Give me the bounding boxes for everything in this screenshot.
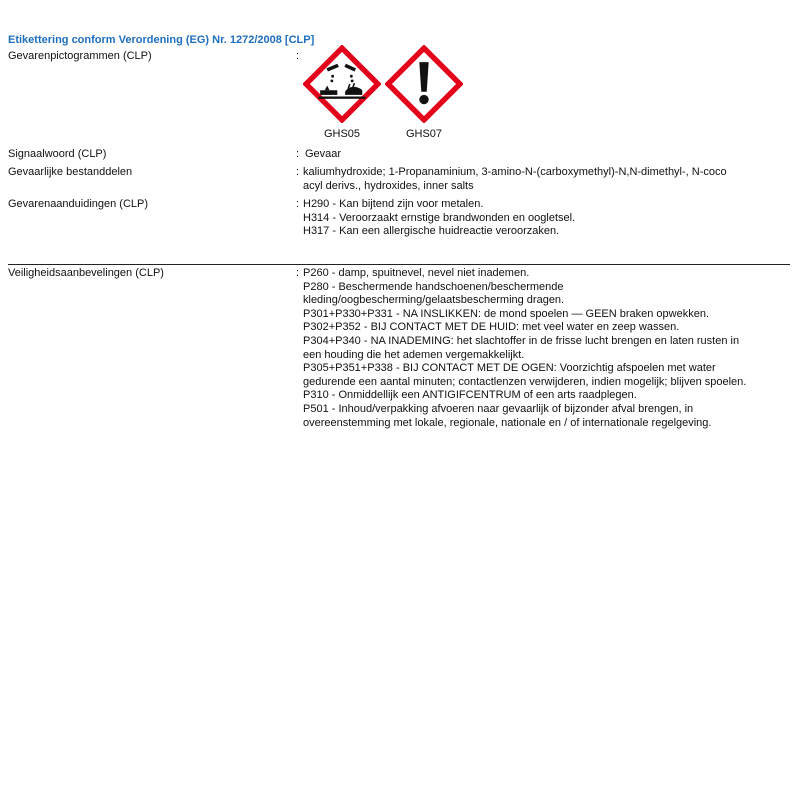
precautionary-statement: P304+P340 - NA INADEMING: het slachtoffer in de frisse lucht brengen en laten rusten in [303, 334, 740, 347]
ghs05-code: GHS05 [323, 128, 361, 140]
precautionary-statements-colon: : [296, 267, 300, 279]
hazard-statement: H314 - Veroorzaakt ernstige brandwonden en oogletsel. [303, 211, 576, 224]
precautionary-statement: kleding/oogbescherming/gelaatsbescherming dragen. [303, 294, 565, 307]
ghs05-corrosion-icon [303, 45, 381, 123]
precautionary-statement: P280 - Beschermende handschoenen/beschermende [303, 280, 564, 293]
precautionary-statement: P301+P330+P331 - NA INSLIKKEN: de mond spoelen — GEEN braken opwekken. [303, 307, 710, 320]
hazardous-components-value [303, 166, 727, 193]
precautionary-statement: P501 - Inhoud/verpakking afvoeren naar gevaarlijk of bijzonder afval brengen, in [303, 402, 694, 415]
precautionary-statement: een houding die het ademen vergemakkelijkt. [303, 348, 525, 361]
hazard-statements-colon: : [296, 198, 300, 210]
precautionary-statement: P260 - damp, spuitnevel, nevel niet inademen. [303, 267, 530, 279]
signal-word-colon: : [296, 148, 300, 160]
hazard-statement: H317 - Kan een allergische huidreactie veroorzaken. [303, 225, 560, 238]
ghs07-exclamation-icon [385, 45, 463, 123]
section-title: Etikettering conform Verordening (EG) Nr. 1272/2008 [CLP] [8, 34, 315, 46]
hazardous-components-colon: : [296, 166, 300, 178]
hazardous-components-line: kaliumhydroxide; 1-Propanaminium, 3-amino-N-(carboxymethyl)-N,N-dimethyl-, N-coco [303, 166, 727, 178]
precautionary-statement: overeenstemming met lokale, regionale, nationale en / of internationale regelgeving. [303, 416, 712, 429]
precautionary-statements-label: Veiligheidsaanbevelingen (CLP) [8, 267, 164, 279]
signal-word-label: Signaalwoord (CLP) [8, 148, 107, 160]
precautionary-statement: gedurende een aantal minuten; contactlenzen verwijderen, indien mogelijk; blijven spoelen. [303, 375, 747, 388]
hazardous-components-line: acyl derivs., hydroxides, inner salts [303, 179, 474, 192]
hazardous-components-label: Gevaarlijke bestanddelen [8, 166, 133, 178]
precautionary-statement: P305+P351+P338 - BIJ CONTACT MET DE OGEN: Voorzichtig afspoelen met water [303, 362, 716, 375]
precautionary-statements-list [303, 267, 746, 430]
pictograms-label: Gevarenpictogrammen (CLP) [8, 50, 152, 62]
section-divider [8, 264, 790, 265]
precautionary-statement: P302+P352 - BIJ CONTACT MET DE HUID: met veel water en zeep wassen. [303, 321, 680, 334]
ghs07-code: GHS07 [405, 128, 443, 140]
hazard-statements-list [303, 198, 575, 239]
hazard-statement: H290 - Kan bijtend zijn voor metalen. [303, 198, 484, 210]
precautionary-statement: P310 - Onmiddellijk een ANTIGIFCENTRUM of een arts raadplegen. [303, 389, 637, 402]
signal-word-value: Gevaar [305, 148, 342, 160]
hazard-statements-label: Gevarenaanduidingen (CLP) [8, 198, 149, 210]
pictograms-colon: : [296, 50, 300, 62]
